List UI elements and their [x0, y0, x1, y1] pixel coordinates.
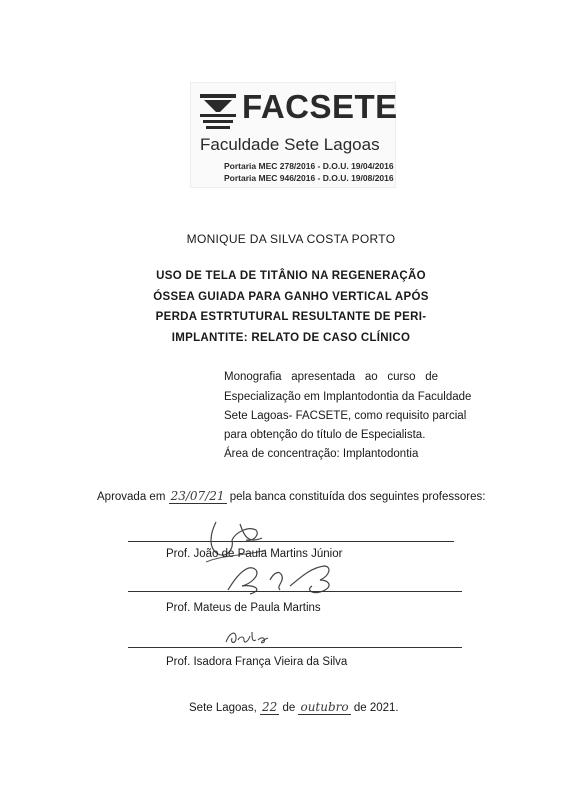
monografia-line-2: Especialização em Implantodontia da Faculdade	[224, 391, 472, 403]
logo-subtitle: Faculdade Sete Lagoas	[200, 135, 380, 154]
monografia-line-5: Área de concentração: Implantodontia	[224, 448, 419, 460]
logo-name: FACSETE	[242, 88, 398, 125]
title-line-1: USO DE TELA DE TITÂNIO NA REGENERAÇÃO	[156, 270, 426, 282]
approval-date-handwritten: 23/07/21	[170, 489, 225, 503]
logo-portaria-1: Portaria MEC 278/2016 - D.O.U. 19/04/2016	[224, 161, 394, 171]
author-name: MONIQUE DA SILVA COSTA PORTO	[186, 232, 396, 246]
approval-statement	[97, 490, 485, 504]
signature-line-2	[128, 591, 462, 592]
monografia-line-3: Sete Lagoas- FACSETE, como requisito parcial	[224, 410, 467, 422]
logo-portaria-2: Portaria MEC 946/2016 - D.O.U. 19/08/2016	[224, 173, 394, 183]
signature-2	[220, 560, 350, 600]
professor-1: Prof. João de Paula Martins Júnior	[166, 548, 343, 560]
date-de: de	[282, 702, 296, 714]
month-handwritten: outubro	[300, 700, 349, 714]
facsete-logo	[190, 82, 396, 188]
place-and-date	[189, 701, 399, 715]
title-line-2: ÓSSEA GUIADA PARA GANHO VERTICAL APÓS	[153, 291, 429, 303]
approval-prefix: Aprovada em	[97, 491, 166, 503]
signature-line-1	[128, 541, 454, 542]
day-handwritten: 22	[261, 700, 278, 714]
facsete-emblem-icon	[200, 94, 236, 130]
signature-3	[222, 626, 272, 648]
monografia-line-1: Monografia apresentada ao curso de	[224, 371, 438, 383]
monografia-line-4: para obtenção do título de Especialista.	[224, 429, 426, 441]
date-year: de 2021.	[353, 702, 399, 714]
professor-2: Prof. Mateus de Paula Martins	[166, 602, 321, 614]
approval-suffix: pela banca constituída dos seguintes professores:	[229, 491, 486, 503]
professor-3: Prof. Isadora França Vieira da Silva	[166, 656, 348, 668]
title-line-4: IMPLANTITE: RELATO DE CASO CLÍNICO	[171, 332, 411, 344]
signature-line-3	[128, 647, 462, 648]
title-line-3: PERDA ESTRTUTURAL RESULTANTE DE PERI-	[155, 311, 427, 323]
place-city: Sete Lagoas,	[189, 702, 257, 714]
